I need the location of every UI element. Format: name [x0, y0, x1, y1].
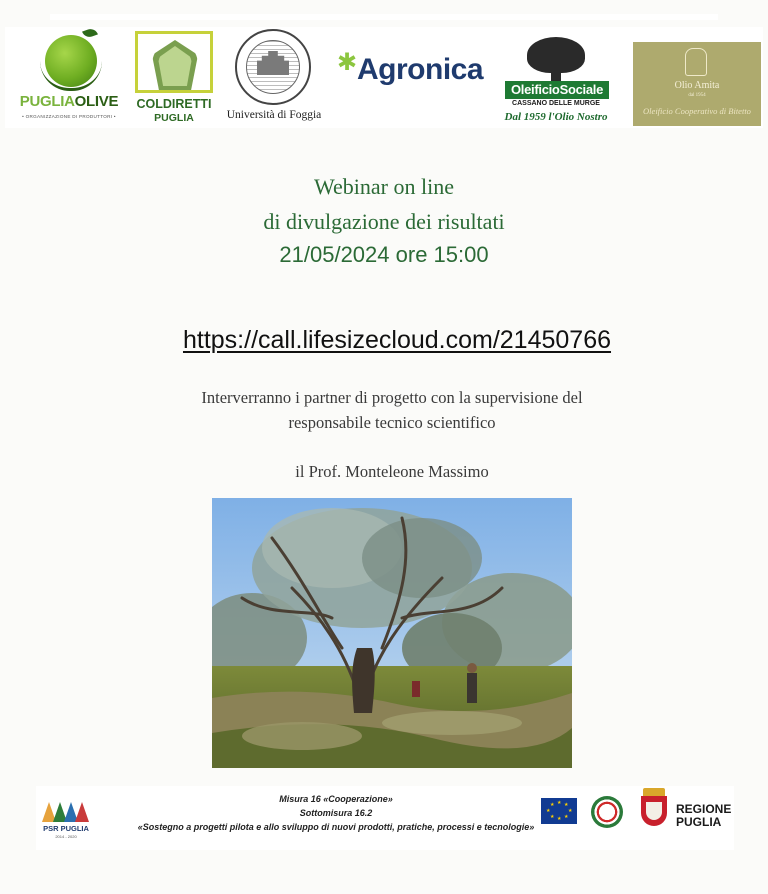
top-strip	[50, 14, 718, 20]
psr-period: 2014 - 2020	[55, 834, 77, 839]
webinar-link[interactable]: https://call.lifesizecloud.com/21450766	[182, 326, 612, 354]
coldiretti-subtitle: PUGLIA	[154, 112, 194, 124]
university-name: Università di Foggia	[226, 109, 322, 121]
regione-puglia-name: REGIONE PUGLIA	[676, 802, 732, 829]
misura-text: Misura 16 «Cooperazione»	[279, 794, 393, 804]
coldiretti-name: COLDIRETTI	[136, 97, 212, 111]
sottomisura-text: Sottomisura 16.2	[299, 808, 373, 818]
headline-date: 21/05/2024 ore 15:00	[279, 242, 489, 267]
funding-description: «Sostegno a progetti pilota e allo sviluppo di nuovi prodotti, pratiche, processi e tecnologie»	[137, 822, 535, 832]
asterisk-icon: ✱	[337, 49, 358, 76]
partners-text-line1: Interverranno i partner di progetto con la supervisione del	[201, 388, 583, 407]
partner-logo-bar	[5, 27, 763, 128]
oleificio-name: OleificioSociale	[505, 81, 609, 99]
italian-republic-emblem-icon	[591, 796, 623, 828]
pugliaolive-subtitle: • ORGANIZZAZIONE DI PRODUTTORI •	[22, 114, 116, 119]
funding-footer	[36, 786, 734, 850]
olio-amita-slogan: Oleificio Cooperativo di Bitetto	[643, 106, 751, 116]
olio-amita-subtitle: dal 1954	[688, 93, 706, 98]
headline-title: Webinar on line	[314, 174, 454, 199]
pugliaolive-logo	[13, 29, 125, 125]
oleificio-sociale-logo	[497, 37, 615, 127]
eu-flag-icon: ★ ★ ★ ★ ★ ★ ★ ★	[541, 798, 577, 824]
olio-amita-name: Olio Amita	[674, 80, 720, 91]
olive-leaf-icon	[82, 27, 98, 39]
university-foggia-logo	[220, 27, 328, 127]
agronica-logo	[335, 47, 495, 97]
psr-name: PSR PUGLIA	[43, 824, 89, 833]
supervisor-name: il Prof. Monteleone Massimo	[295, 462, 489, 481]
pugliaolive-name: PUGLIAOLIVE	[19, 93, 119, 110]
coldiretti-logo	[133, 29, 215, 125]
headline-subtitle: di divulgazione dei risultati	[263, 209, 505, 234]
university-seal-icon	[235, 29, 311, 105]
agronica-name: Agronica	[357, 53, 484, 86]
regione-puglia-emblem-icon	[639, 788, 669, 832]
oleificio-subtitle: CASSANO DELLE MURGE	[512, 100, 600, 107]
oleificio-slogan: Dal 1959 l'Olio Nostro	[504, 111, 608, 123]
olive-grove-photo	[212, 498, 572, 768]
partners-text-line2: responsabile tecnico scientifico	[288, 413, 496, 432]
olio-amita-emblem-icon	[685, 48, 707, 76]
olio-amita-logo	[633, 42, 761, 126]
